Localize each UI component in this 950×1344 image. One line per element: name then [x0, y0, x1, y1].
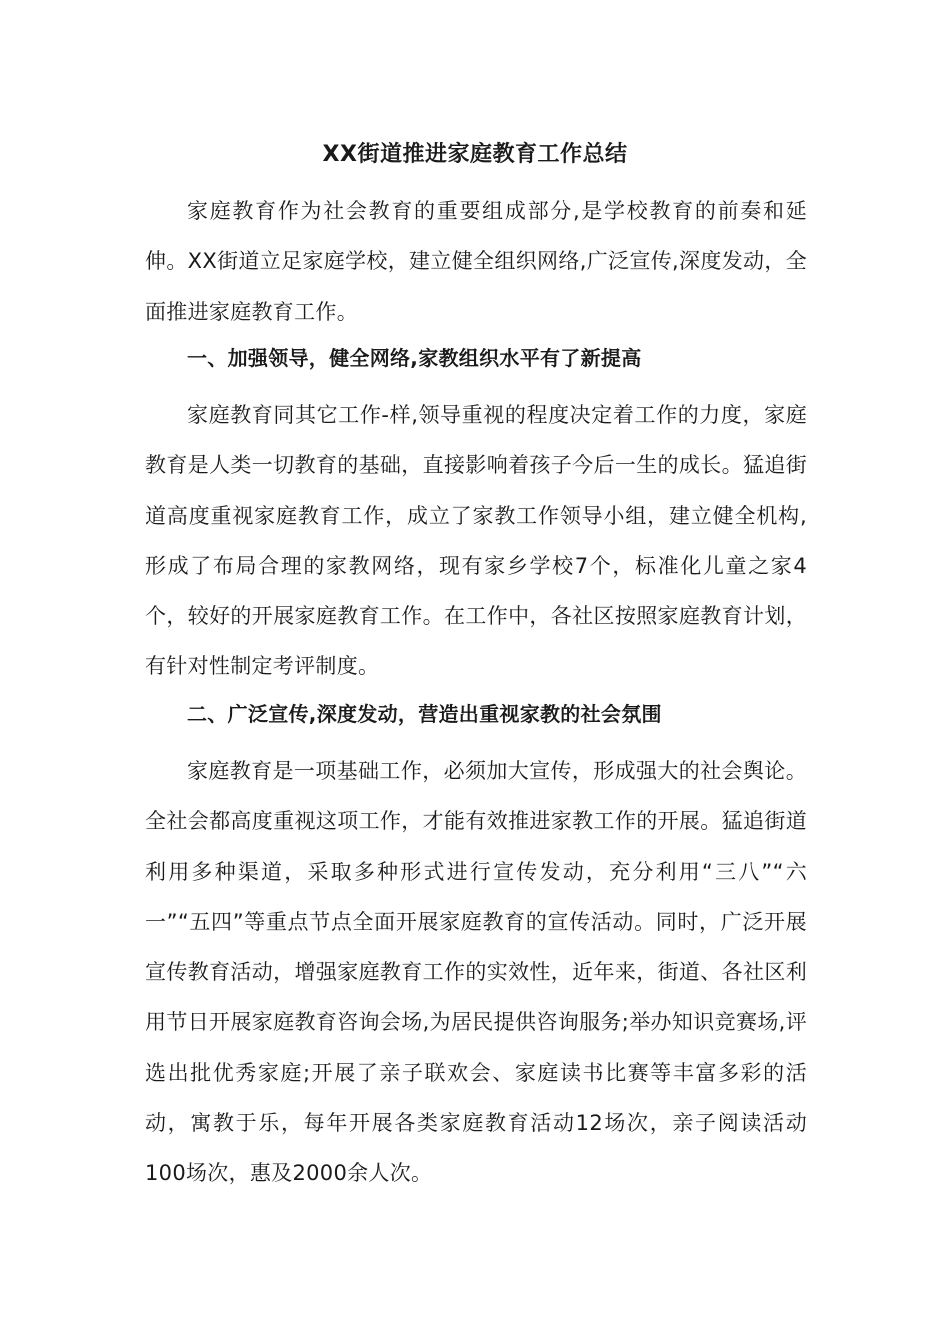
section-heading-2: 二、广泛宣传,深度发动，营造出重视家教的社会氛围: [187, 702, 662, 726]
section-2-paragraph: 家庭教育是一项基础工作，必须加大宣传，形成强大的社会舆论。全社会都高度重视这项工作，才能有效推进家教工作的开展。猛追街道利用多种渠道，采取多种形式进行宣传发动，充分利用“三八”“六一”“五四”等重点节点全面开展家庭教育的宣传活动。同时，广泛开展宣传教育活动，增强家庭教育工作的实效性，近年来，街道、各社区利用节日开展家庭教育咨询会场,为居民提供咨询服务;举办知识竞赛场,评选出批优秀家庭;开展了亲子联欢会、家庭读书比赛等丰富多彩的活动，寓教于乐，每年开展各类家庭教育活动12场次，亲子阅读活动100场次，惠及2000余人次。: [145, 759, 807, 1186]
section-heading-1: 一、加强领导，健全网络,家教组织水平有了新提高: [187, 346, 642, 370]
section-1-paragraph: 家庭教育同其它工作-样,领导重视的程度决定着工作的力度，家庭教育是人类一切教育的基础，直接影响着孩子今后一生的成长。猛追街道高度重视家庭教育工作，成立了家教工作领导小组，建立健全机构,形成了布局合理的家教网络，现有家乡学校7个，标准化儿童之家4个，较好的开展家庭教育工作。在工作中，各社区按照家庭教育计划，有针对性制定考评制度。: [145, 403, 807, 679]
intro-paragraph: 家庭教育作为社会教育的重要组成部分,是学校教育的前奏和延伸。XX街道立足家庭学校，建立健全组织网络,广泛宣传,深度发动，全面推进家庭教育工作。: [145, 199, 807, 324]
document-title: XX街道推进家庭教育工作总结: [322, 142, 628, 167]
